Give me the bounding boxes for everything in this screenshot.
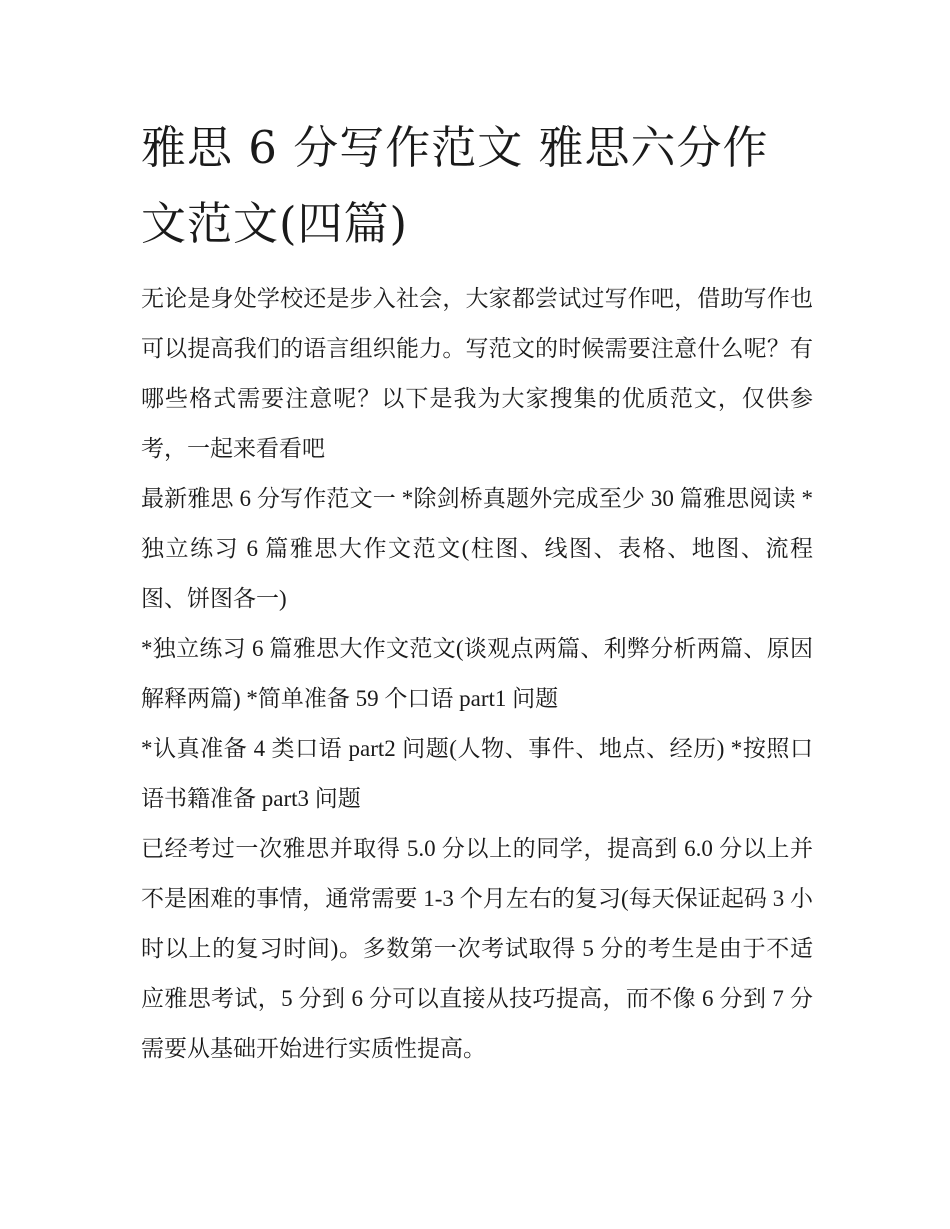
document-body — [141, 110, 813, 1074]
paragraph-advice: 已经考过一次雅思并取得 5.0 分以上的同学，提高到 6.0 分以上并不是困难的事情，通常需要 1-3 个月左右的复习(每天保证起码 3 小时以上的复习时间)。多数第一次考试取得 5 分的考生是由于不适应雅思考试，5 分到 6 分可以直接从技巧提高，而不像 6 分到 7 分需要从基础开始进行实质性提高。 — [141, 836, 813, 1061]
paragraph-speaking-plan: *认真准备 4 类口语 part2 问题(人物、事件、地点、经历) *按照口语书籍准备 part3 问题 — [141, 736, 813, 811]
document-title: 雅思 6 分写作范文 雅思六分作文范文(四篇) — [141, 121, 769, 250]
paragraph-reading-plan: 最新雅思 6 分写作范文一 *除剑桥真题外完成至少 30 篇雅思阅读 *独立练习 6 篇雅思大作文范文(柱图、线图、表格、地图、流程图、饼图各一) — [141, 486, 813, 611]
paragraph-intro: 无论是身处学校还是步入社会，大家都尝试过写作吧，借助写作也可以提高我们的语言组织能力。写范文的时候需要注意什么呢？有哪些格式需要注意呢？以下是我为大家搜集的优质范文，仅供参考，一起来看看吧 — [141, 286, 813, 461]
paragraph-writing-plan: *独立练习 6 篇雅思大作文范文(谈观点两篇、利弊分析两篇、原因解释两篇) *简单准备 59 个口语 part1 问题 — [141, 636, 813, 711]
